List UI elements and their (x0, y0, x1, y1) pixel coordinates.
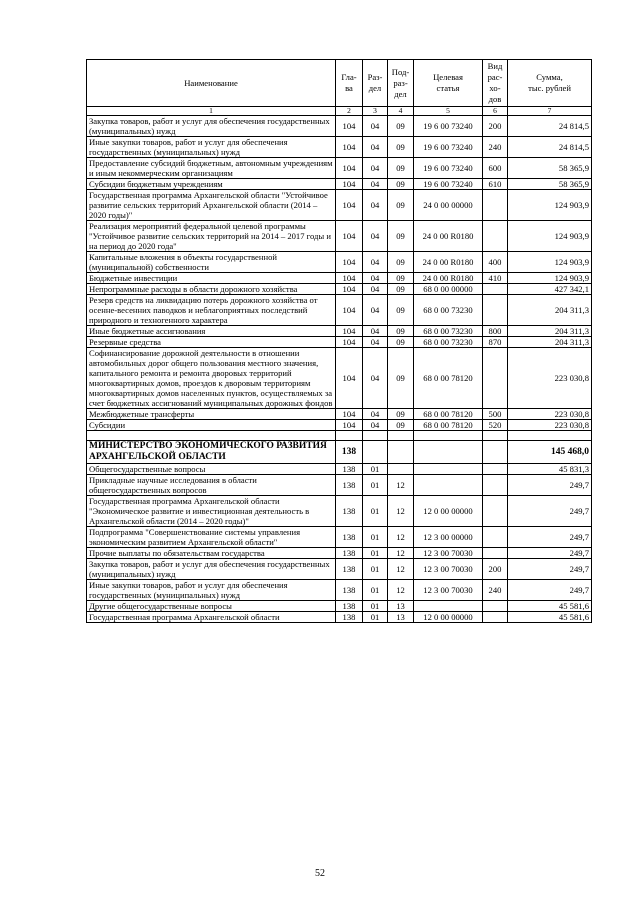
table-row (87, 475, 592, 496)
cell-sum: 249,7 (508, 527, 592, 548)
cell-sub: 09 (388, 337, 414, 348)
cell-vr (483, 601, 508, 612)
cell-vr: 520 (483, 420, 508, 431)
cell-vr: 500 (483, 409, 508, 420)
header-target-article: Целевая статья (414, 60, 483, 107)
cell-sum: 204 311,3 (508, 337, 592, 348)
table-row (87, 137, 592, 158)
cell-sub: 12 (388, 548, 414, 559)
table-header-row (87, 60, 592, 107)
cell-sum: 204 311,3 (508, 295, 592, 326)
cell-name: Предоставление субсидий бюджетным, автономным учреждениям и иным некоммерческим организациям (87, 158, 336, 179)
cell-sec: 01 (363, 496, 388, 527)
budget-table (86, 59, 592, 623)
cell-sub: 12 (388, 580, 414, 601)
cell-sub: 09 (388, 179, 414, 190)
cell-target: 19 6 00 73240 (414, 179, 483, 190)
cell-sub (388, 464, 414, 475)
cell-name: Иные закупки товаров, работ и услуг для обеспечения государственных (муниципальных) нужд (87, 137, 336, 158)
cell-target: 12 3 00 70030 (414, 559, 483, 580)
cell-sum: 204 311,3 (508, 326, 592, 337)
cell-sum: 249,7 (508, 548, 592, 559)
cell-vr: 200 (483, 116, 508, 137)
cell-sub: 09 (388, 273, 414, 284)
cell-name: Прикладные научные исследования в области общегосударственных вопросов (87, 475, 336, 496)
budget-document (86, 59, 591, 623)
cell-name: МИНИСТЕРСТВО ЭКОНОМИЧЕСКОГО РАЗВИТИЯ АРХАНГЕЛЬСКОЙ ОБЛАСТИ (87, 441, 336, 464)
cell-target: 68 0 00 00000 (414, 284, 483, 295)
table-row (87, 612, 592, 623)
table-row (87, 601, 592, 612)
cell-sum: 249,7 (508, 580, 592, 601)
cell-sub: 09 (388, 326, 414, 337)
cell-target: 12 0 00 00000 (414, 496, 483, 527)
spacer-cell (508, 431, 592, 441)
cell-target: 68 0 00 78120 (414, 348, 483, 409)
cell-ch: 138 (336, 580, 363, 601)
col-number: 2 (336, 107, 363, 116)
col-number: 4 (388, 107, 414, 116)
col-number: 1 (87, 107, 336, 116)
cell-target (414, 601, 483, 612)
cell-ch: 104 (336, 273, 363, 284)
cell-vr: 400 (483, 252, 508, 273)
col-number: 6 (483, 107, 508, 116)
cell-sum: 249,7 (508, 475, 592, 496)
cell-sub: 13 (388, 601, 414, 612)
cell-target: 68 0 00 78120 (414, 420, 483, 431)
spacer-row (87, 431, 592, 441)
cell-vr: 410 (483, 273, 508, 284)
cell-ch: 138 (336, 527, 363, 548)
cell-vr: 870 (483, 337, 508, 348)
cell-name: Бюджетные инвестиции (87, 273, 336, 284)
cell-ch: 138 (336, 601, 363, 612)
cell-sum: 24 814,5 (508, 137, 592, 158)
cell-sub: 09 (388, 420, 414, 431)
cell-sub: 13 (388, 612, 414, 623)
column-numbers-row (87, 107, 592, 116)
table-row (87, 295, 592, 326)
table-row (87, 273, 592, 284)
cell-vr: 800 (483, 326, 508, 337)
spacer-cell (388, 431, 414, 441)
cell-name: Государственная программа Архангельской области "Устойчивое развитие сельских территорий Архангельской области (2014 – 2020 годы)" (87, 190, 336, 221)
table-row (87, 527, 592, 548)
cell-ch: 104 (336, 190, 363, 221)
cell-ch: 138 (336, 548, 363, 559)
cell-ch: 104 (336, 348, 363, 409)
cell-ch: 104 (336, 252, 363, 273)
cell-name: Подпрограмма "Совершенствование системы управления экономическим развитием Архангельской области" (87, 527, 336, 548)
cell-sec: 04 (363, 295, 388, 326)
cell-sec: 04 (363, 179, 388, 190)
cell-sec: 04 (363, 137, 388, 158)
cell-sum: 223 030,8 (508, 420, 592, 431)
cell-sum: 58 365,9 (508, 179, 592, 190)
table-row (87, 221, 592, 252)
table-body (87, 116, 592, 623)
cell-sec: 04 (363, 420, 388, 431)
spacer-cell (414, 431, 483, 441)
cell-name: Закупка товаров, работ и услуг для обеспечения государственных (муниципальных) нужд (87, 116, 336, 137)
cell-target: 19 6 00 73240 (414, 116, 483, 137)
cell-target (414, 475, 483, 496)
cell-sub: 09 (388, 221, 414, 252)
col-number: 7 (508, 107, 592, 116)
cell-sub: 09 (388, 284, 414, 295)
cell-sum: 427 342,1 (508, 284, 592, 295)
cell-vr (483, 612, 508, 623)
table-row (87, 190, 592, 221)
cell-target: 12 0 00 00000 (414, 612, 483, 623)
cell-vr (483, 441, 508, 464)
cell-target: 68 0 00 73230 (414, 295, 483, 326)
table-row (87, 420, 592, 431)
cell-ch: 138 (336, 441, 363, 464)
cell-ch: 138 (336, 496, 363, 527)
cell-sec: 04 (363, 252, 388, 273)
cell-sub: 09 (388, 409, 414, 420)
cell-vr (483, 475, 508, 496)
cell-target: 24 0 00 R0180 (414, 273, 483, 284)
cell-ch: 104 (336, 420, 363, 431)
cell-target: 12 3 00 70030 (414, 580, 483, 601)
cell-vr (483, 295, 508, 326)
cell-sec: 04 (363, 221, 388, 252)
table-row (87, 559, 592, 580)
cell-target: 68 0 00 78120 (414, 409, 483, 420)
cell-sub: 09 (388, 137, 414, 158)
cell-name: Резервные средства (87, 337, 336, 348)
table-row (87, 252, 592, 273)
table-row (87, 116, 592, 137)
cell-ch: 104 (336, 116, 363, 137)
cell-sum: 124 903,9 (508, 252, 592, 273)
cell-sec: 04 (363, 190, 388, 221)
header-chapter: Гла- ва (336, 60, 363, 107)
cell-target (414, 464, 483, 475)
cell-target: 12 3 00 00000 (414, 527, 483, 548)
cell-sub: 09 (388, 116, 414, 137)
cell-sum: 223 030,8 (508, 348, 592, 409)
header-section: Раз- дел (363, 60, 388, 107)
cell-name: Субсидии бюджетным учреждениям (87, 179, 336, 190)
cell-ch: 104 (336, 337, 363, 348)
cell-sec: 04 (363, 348, 388, 409)
cell-sub: 12 (388, 475, 414, 496)
cell-sec: 01 (363, 601, 388, 612)
table-row (87, 580, 592, 601)
cell-sub: 12 (388, 496, 414, 527)
cell-sec (363, 441, 388, 464)
cell-target: 68 0 00 73230 (414, 337, 483, 348)
cell-name: Непрограммные расходы в области дорожного хозяйства (87, 284, 336, 295)
col-number: 5 (414, 107, 483, 116)
cell-sec: 01 (363, 475, 388, 496)
table-row (87, 158, 592, 179)
table-row (87, 179, 592, 190)
cell-sec: 04 (363, 409, 388, 420)
cell-sec: 01 (363, 464, 388, 475)
cell-sum: 249,7 (508, 559, 592, 580)
table-row (87, 409, 592, 420)
cell-target: 24 0 00 R0180 (414, 221, 483, 252)
cell-vr: 200 (483, 559, 508, 580)
cell-vr: 610 (483, 179, 508, 190)
col-number: 3 (363, 107, 388, 116)
header-sum: Сумма, тыс. рублей (508, 60, 592, 107)
table-row (87, 284, 592, 295)
cell-sum: 58 365,9 (508, 158, 592, 179)
cell-ch: 104 (336, 158, 363, 179)
cell-sec: 01 (363, 527, 388, 548)
cell-name: Субсидии (87, 420, 336, 431)
cell-sec: 04 (363, 337, 388, 348)
cell-name: Резерв средств на ликвидацию потерь дорожного хозяйства от осенне-весенних паводков и неблагоприятных последствий природного и техногенного характера (87, 295, 336, 326)
cell-sec: 01 (363, 612, 388, 623)
header-expense-type: Вид рас- хо- дов (483, 60, 508, 107)
table-row (87, 496, 592, 527)
cell-sec: 04 (363, 273, 388, 284)
cell-vr (483, 190, 508, 221)
cell-sum: 223 030,8 (508, 409, 592, 420)
cell-vr: 240 (483, 137, 508, 158)
cell-sub: 12 (388, 559, 414, 580)
spacer-cell (336, 431, 363, 441)
cell-vr (483, 348, 508, 409)
cell-sec: 04 (363, 284, 388, 295)
cell-ch: 138 (336, 475, 363, 496)
table-row (87, 326, 592, 337)
cell-sub: 09 (388, 252, 414, 273)
cell-name: Софинансирование дорожной деятельности в отношении автомобильных дорог общего пользования местного значения, капитального ремонта и ремонта дворовых территорий многоквартирных домов, проездов к дворовым территориям многоквартирных домов населенных пунктов, осуществляемых за счет бюджетных ассигнований муниципальных дорожных фондов (87, 348, 336, 409)
cell-vr: 240 (483, 580, 508, 601)
cell-name: Государственная программа Архангельской области (87, 612, 336, 623)
cell-target (414, 441, 483, 464)
cell-sum: 124 903,9 (508, 221, 592, 252)
cell-vr (483, 284, 508, 295)
cell-sec: 04 (363, 158, 388, 179)
cell-vr (483, 464, 508, 475)
cell-name: Другие общегосударственные вопросы (87, 601, 336, 612)
cell-target: 24 0 00 R0180 (414, 252, 483, 273)
cell-name: Реализация мероприятий федеральной целевой программы "Устойчивое развитие сельских территорий на 2014 – 2017 годы и на период до 2020 года" (87, 221, 336, 252)
cell-sub: 09 (388, 295, 414, 326)
page-number: 52 (315, 868, 325, 879)
cell-ch: 104 (336, 295, 363, 326)
cell-name: Общегосударственные вопросы (87, 464, 336, 475)
cell-name: Иные бюджетные ассигнования (87, 326, 336, 337)
cell-ch: 104 (336, 326, 363, 337)
cell-ch: 104 (336, 137, 363, 158)
cell-sum: 45 831,3 (508, 464, 592, 475)
cell-sec: 04 (363, 116, 388, 137)
cell-sub: 09 (388, 190, 414, 221)
cell-target: 12 3 00 70030 (414, 548, 483, 559)
table-row (87, 337, 592, 348)
cell-vr (483, 496, 508, 527)
cell-vr (483, 527, 508, 548)
header-subsection: Под- раз- дел (388, 60, 414, 107)
cell-target: 19 6 00 73240 (414, 137, 483, 158)
cell-vr (483, 221, 508, 252)
cell-ch: 104 (336, 179, 363, 190)
spacer-cell (483, 431, 508, 441)
cell-sub (388, 441, 414, 464)
cell-ch: 138 (336, 464, 363, 475)
spacer-cell (87, 431, 336, 441)
header-name: Наименование (87, 60, 336, 107)
cell-sub: 09 (388, 348, 414, 409)
cell-vr (483, 548, 508, 559)
cell-sum: 124 903,9 (508, 190, 592, 221)
cell-name: Капитальные вложения в объекты государственной (муниципальной) собственности (87, 252, 336, 273)
cell-sec: 04 (363, 326, 388, 337)
cell-ch: 138 (336, 559, 363, 580)
cell-target: 68 0 00 73230 (414, 326, 483, 337)
cell-name: Прочие выплаты по обязательствам государства (87, 548, 336, 559)
cell-ch: 104 (336, 409, 363, 420)
cell-sum: 24 814,5 (508, 116, 592, 137)
cell-sum: 249,7 (508, 496, 592, 527)
cell-name: Межбюджетные трансферты (87, 409, 336, 420)
cell-sum: 145 468,0 (508, 441, 592, 464)
cell-sum: 45 581,6 (508, 601, 592, 612)
table-row (87, 548, 592, 559)
cell-sum: 124 903,9 (508, 273, 592, 284)
cell-name: Закупка товаров, работ и услуг для обеспечения государственных (муниципальных) нужд (87, 559, 336, 580)
cell-sum: 45 581,6 (508, 612, 592, 623)
cell-vr: 600 (483, 158, 508, 179)
cell-target: 24 0 00 00000 (414, 190, 483, 221)
table-row (87, 348, 592, 409)
cell-sec: 01 (363, 580, 388, 601)
ministry-row (87, 441, 592, 464)
table-row (87, 464, 592, 475)
cell-sec: 01 (363, 548, 388, 559)
cell-name: Государственная программа Архангельской области "Экономическое развитие и инвестиционная деятельность в Архангельской области (2014 – 2020 годы)" (87, 496, 336, 527)
spacer-cell (363, 431, 388, 441)
cell-sec: 01 (363, 559, 388, 580)
cell-ch: 104 (336, 221, 363, 252)
cell-sub: 12 (388, 527, 414, 548)
cell-ch: 104 (336, 284, 363, 295)
cell-name: Иные закупки товаров, работ и услуг для обеспечения государственных (муниципальных) нужд (87, 580, 336, 601)
cell-sub: 09 (388, 158, 414, 179)
cell-ch: 138 (336, 612, 363, 623)
cell-target: 19 6 00 73240 (414, 158, 483, 179)
